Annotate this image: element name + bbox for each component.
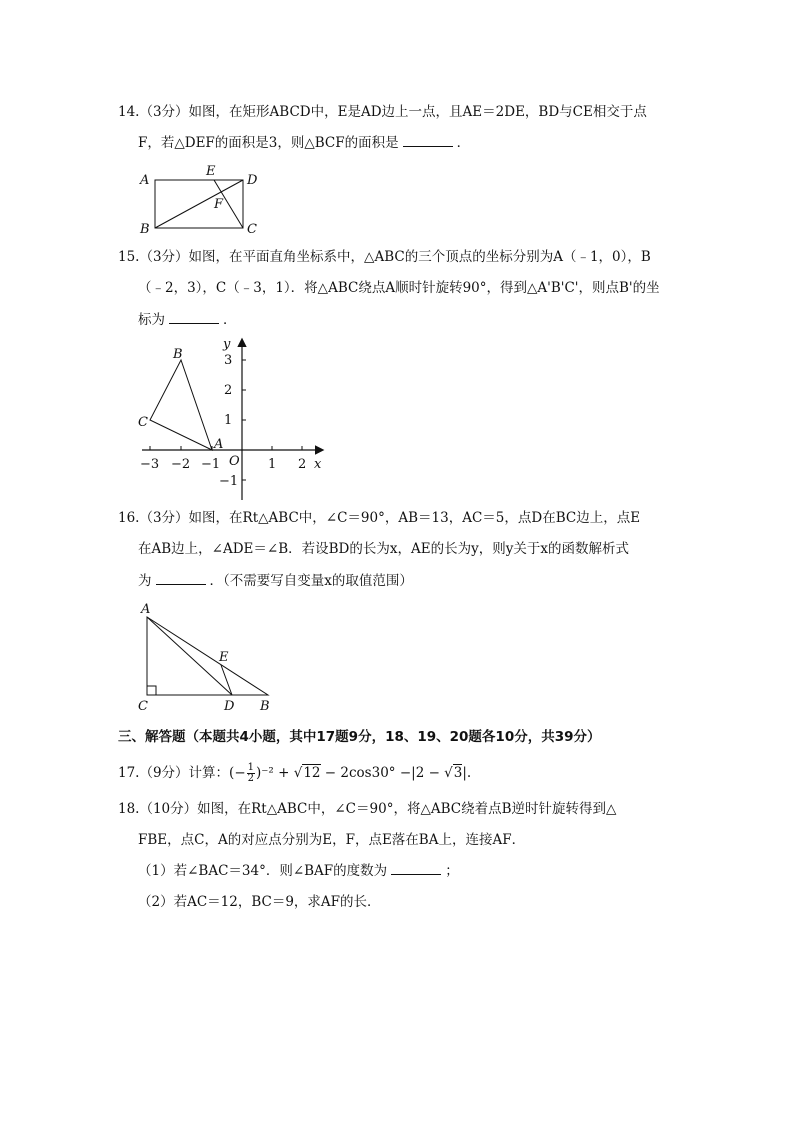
section-3-heading: 三、解答题（本题共4小题，其中17题9分，18、19、20题各10分，共39分）: [118, 729, 601, 745]
q15-tick-xn1: −1: [201, 457, 221, 472]
q14-line2: [138, 134, 470, 152]
q14-label-e: E: [206, 164, 216, 179]
q17-part1: )⁻² + √: [256, 765, 303, 781]
q16-label-e: E: [219, 650, 229, 665]
q16-label-a: A: [141, 602, 151, 617]
q17-part2: − 2cos30° −|2 − √: [320, 765, 453, 781]
q18-sub1: [138, 862, 459, 880]
q14-line2-text: F，若△DEF的面积是3，则△BCF的面积是: [138, 135, 399, 151]
q15-line3-text: 标为: [138, 312, 165, 328]
q14-label-a: A: [140, 173, 150, 188]
q15-label-x: x: [314, 457, 322, 472]
q16-answer-blank: [156, 572, 206, 585]
q15-tick-xn2: −2: [171, 457, 191, 472]
q16-label-d: D: [224, 699, 235, 714]
q18-line2: FBE，点C，A的对应点分别为E，F，点E落在BA上，连接AF．: [138, 832, 526, 848]
q15-label-b: B: [173, 347, 183, 362]
q16-label-b: B: [260, 699, 270, 714]
q16-line1: 16.（3分）如图，在Rt△ABC中，∠C＝90°，AB＝13，AC＝5，点D在BC边上，点E: [118, 510, 641, 526]
q15-coordinate-figure: [135, 335, 335, 505]
q16-right-angle-mark: [147, 686, 156, 695]
q16-label-c: C: [138, 699, 148, 714]
q17-line: [118, 763, 471, 784]
q14-label-f: F: [214, 197, 224, 212]
q15-answer-blank: [169, 311, 219, 324]
q16-triangle-figure: [135, 598, 280, 714]
q15-tick-y2: 2: [224, 383, 233, 398]
q15-label-c: C: [138, 415, 148, 430]
q15-line1: 15.（3分）如图，在平面直角坐标系中，△ABC的三个顶点的坐标分别为A（﹣1，0），B: [118, 249, 651, 265]
q14-label-d: D: [247, 173, 258, 188]
q15-label-o: O: [229, 454, 240, 469]
q17-frac-num: 1: [247, 762, 255, 773]
q15-tick-xn3: −3: [140, 457, 160, 472]
q16-line3-end: ．（不需要写自变量x的取值范围）: [209, 573, 413, 589]
q14-line1: 14.（3分）如图，在矩形ABCD中，E是AD边上一点，且AE＝2DE，BD与CE相交于点: [118, 104, 647, 120]
q17-frac-den: 2: [247, 773, 255, 784]
q16-triangle-abc: [147, 617, 268, 695]
q16-line2: 在AB边上，∠ADE＝∠B．若设BD的长为x，AE的长为y，则y关于x的函数解析式: [138, 541, 629, 557]
q15-tick-yn1: −1: [219, 474, 239, 489]
q17-part3: |.: [462, 765, 472, 781]
q17-sqrt12: 12: [303, 765, 321, 781]
q14-rectangle-figure: [130, 165, 270, 240]
q18-line1: 18.（10分）如图，在Rt△ABC中，∠C＝90°，将△ABC绕着点B逆时针旋转得到△: [118, 801, 617, 817]
q15-triangle-abc: [150, 360, 212, 450]
q15-line2: （﹣2，3），C（﹣3，1）．将△ABC绕点A顺时针旋转90°，得到△A'B'C'，则点B'的坐: [138, 280, 660, 296]
q18-sub1-text: （1）若∠BAC＝34°．则∠BAF的度数为: [138, 863, 388, 879]
q18-sub2: （2）若AC＝12，BC＝9，求AF的长．: [138, 894, 381, 910]
q14-label-b: B: [140, 222, 150, 237]
q16-line3: [138, 572, 413, 590]
q15-label-y: y: [223, 337, 231, 352]
q17-sqrt3: 3: [453, 765, 463, 781]
q15-line3: [138, 311, 237, 329]
q17-fraction: [247, 763, 255, 784]
q18-sub1-end: ；: [445, 863, 459, 879]
q15-tick-x2: 2: [298, 457, 307, 472]
q18-answer-blank: [391, 862, 441, 875]
q15-tick-y3: 3: [224, 353, 233, 368]
q17-prefix: 17.（9分）计算：(−: [118, 765, 246, 781]
q15-tick-y1: 1: [224, 413, 233, 428]
q14-answer-blank: [403, 134, 453, 147]
q14-label-c: C: [247, 222, 257, 237]
q14-diagonal-bd: [155, 180, 243, 228]
q15-line3-end: ．: [223, 312, 237, 328]
q15-tick-x1: 1: [268, 457, 277, 472]
q14-line2-end: ．: [456, 135, 471, 151]
q15-label-a: A: [214, 437, 224, 452]
q16-line3-text: 为: [138, 573, 152, 589]
